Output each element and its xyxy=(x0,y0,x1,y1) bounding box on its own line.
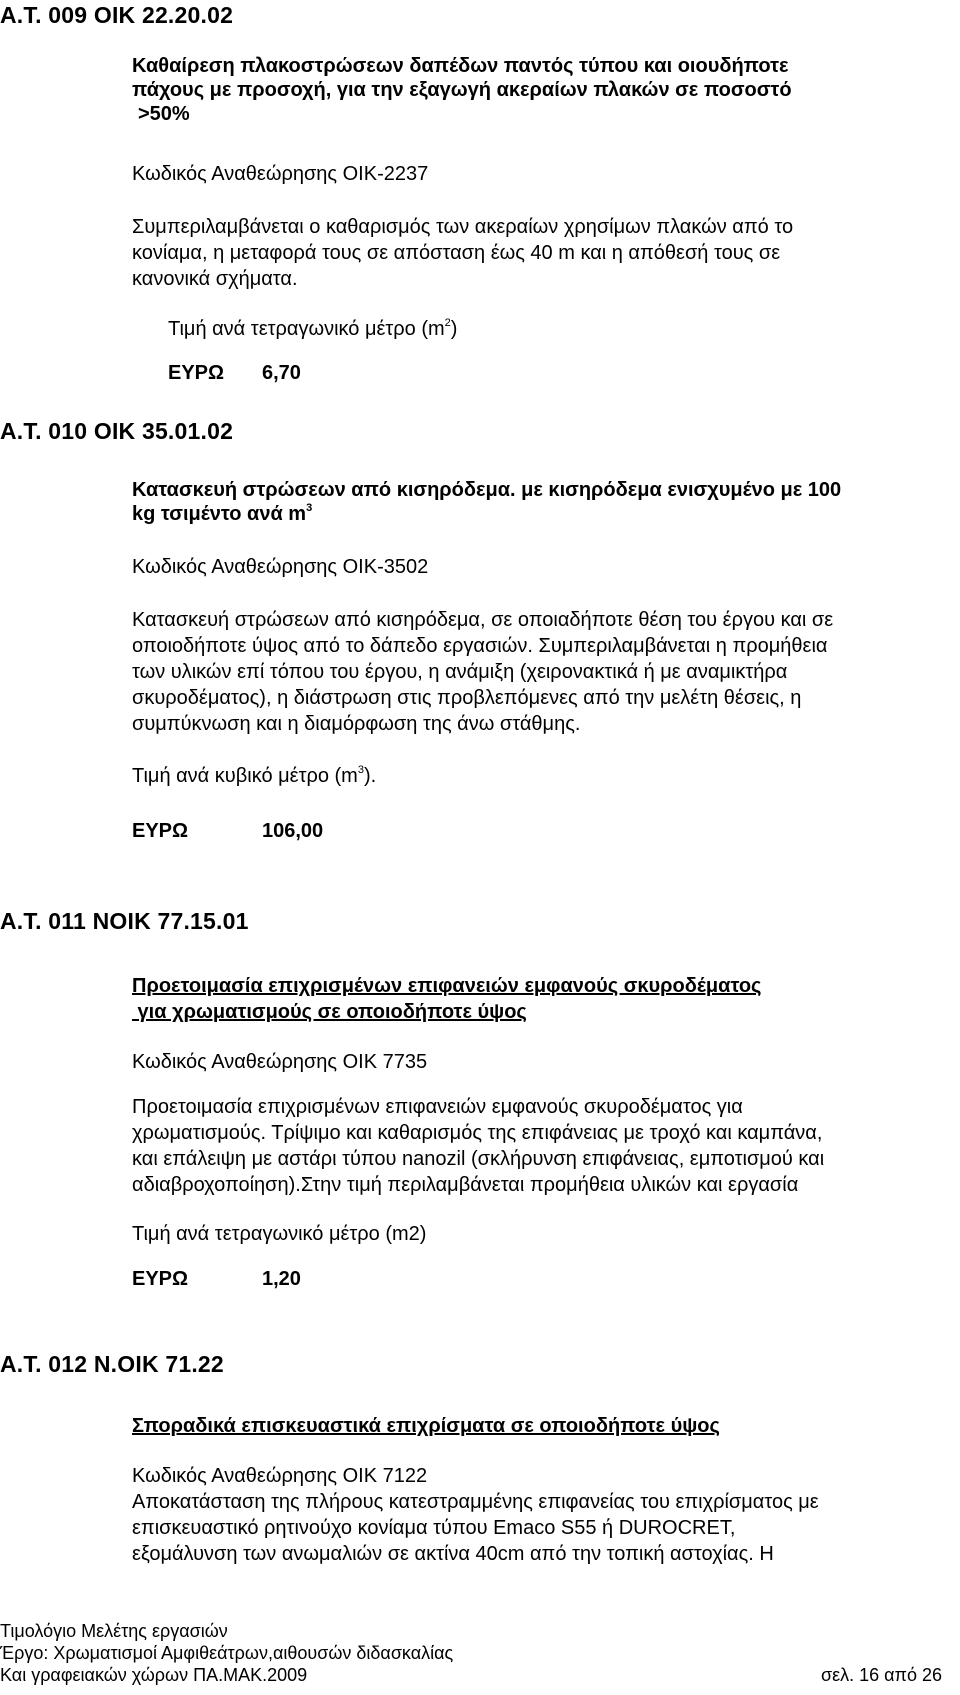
page-number: σελ. 16 από 26 xyxy=(820,1665,942,1685)
item-description xyxy=(132,1489,958,1567)
unit-label: Τιμή ανά τετραγωνικό μέτρο (m2) xyxy=(132,1223,427,1245)
revision-code: Κωδικός Αναθεώρησης ΟΙΚ-2237 xyxy=(132,163,429,185)
price-value: 106,00 xyxy=(262,820,324,842)
revision-code: Κωδικός Αναθεώρησης ΟΙΚ 7122 xyxy=(132,1465,428,1487)
title-line: Προετοιμασία επιχρισμένων επιφανειών εμφανούς σκυροδέματος xyxy=(132,975,762,997)
unit-label: Τιμή ανά τετραγωνικό μέτρο $(m^2)$ xyxy=(168,317,458,340)
title-line: Καθαίρεση πλακοστρώσεων δαπέδων παντός τύπου και οιουδήποτε xyxy=(132,55,789,77)
item-description xyxy=(132,214,958,292)
price-row xyxy=(168,362,301,385)
item-code: Α.Τ. 009 ΟΙΚ 22.20.02 xyxy=(0,2,234,28)
description-line: Αποκατάσταση της πλήρους κατεστραμμένης επιφανείας του επιχρίσματος με xyxy=(132,1491,819,1513)
revision-code: Κωδικός Αναθεώρησης ΟΙΚ 7735 xyxy=(132,1051,428,1073)
item-title xyxy=(132,478,958,526)
price-value: 6,70 xyxy=(262,362,301,384)
description-line: αδιαβροχοποίηση).Στην τιμή περιλαμβάνεται προμήθεια υλικών και εργασία xyxy=(132,1174,799,1196)
item-title xyxy=(132,973,958,1025)
item-description xyxy=(132,1094,958,1198)
item-title xyxy=(132,54,932,126)
unit-label: Τιμή ανά κυβικό μέτρο $(m^3)$. xyxy=(132,764,377,787)
title-line: πάχους με προσοχή, για την εξαγωγή ακεραίων πλακών σε ποσοστό xyxy=(132,79,792,101)
description-line: Συμπεριλαμβάνεται ο καθαρισμός των ακεραίων χρησίμων πλακών από το xyxy=(132,216,794,238)
footer-line: Τιμολόγιο Μελέτης εργασιών xyxy=(0,1621,228,1641)
price-row xyxy=(132,1268,301,1291)
title-line: kg τσιμέντο ανά $m^3$ xyxy=(132,502,313,525)
footer-line: Έργο: Χρωματισμοί Αμφιθεάτρων,αιθουσών διδασκαλίας xyxy=(0,1643,454,1663)
title-line: >50% xyxy=(138,103,190,125)
description-line: συμπύκνωση και η διαμόρφωση της άνω στάθμης. xyxy=(132,713,581,735)
description-line: των υλικών επί τόπου του έργου, η ανάμιξη (χειρονακτικά ή με αναμικτήρα xyxy=(132,661,788,683)
item-code: Α.Τ. 011 ΝΟΙΚ 77.15.01 xyxy=(0,908,249,934)
description-line: χρωματισμούς. Τρίψιμο και καθαρισμός της επιφάνειας με τροχό και καμπάνα, xyxy=(132,1122,823,1144)
description-line: και επάλειψη με αστάρι τύπου nanozil (σκλήρυνση επιφάνειας, εμποτισμού και xyxy=(132,1148,825,1170)
price-row xyxy=(132,820,323,843)
description-line: Προετοιμασία επιχρισμένων επιφανειών εμφανούς σκυροδέματος για xyxy=(132,1096,743,1118)
description-line: σκυροδέματος), η διάστρωση στις προβλεπόμενες από την μελέτη θέσεις, η xyxy=(132,687,802,709)
description-line: κονίαμα, η μεταφορά τους σε απόσταση έως 40 m και η απόθεσή τους σε xyxy=(132,242,781,264)
page-footer xyxy=(0,1620,453,1686)
currency-label: ΕΥΡΩ xyxy=(132,1268,189,1290)
title-line: Κατασκευή στρώσεων από κισηρόδεμα. με κισηρόδεμα ενισχυμένο με 100 xyxy=(132,479,842,501)
description-line: Κατασκευή στρώσεων από κισηρόδεμα, σε οποιαδήποτε θέση του έργου και σε xyxy=(132,609,834,631)
description-line: οποιοδήποτε ύψος από το δάπεδο εργασιών. Συμπεριλαμβάνεται η προμήθεια xyxy=(132,635,828,657)
item-description xyxy=(132,607,958,737)
description-line: κανονικά σχήματα. xyxy=(132,268,298,290)
currency-label: ΕΥΡΩ xyxy=(132,820,189,842)
item-code: Α.Τ. 012 Ν.ΟΙΚ 71.22 xyxy=(0,1351,224,1377)
description-line: επισκευαστικό ρητινούχο κονίαμα τύπου Emaco S55 ή DUROCRET, xyxy=(132,1517,736,1539)
currency-label: ΕΥΡΩ xyxy=(168,362,225,384)
price-value: 1,20 xyxy=(262,1268,301,1290)
item-title: Σποραδικά επισκευαστικά επιχρίσματα σε οποιοδήποτε ύψος xyxy=(132,1415,720,1437)
title-line: για χρωματισμούς σε οποιοδήποτε ύψος xyxy=(132,1001,527,1023)
footer-line: Και γραφειακών χώρων ΠΑ.ΜΑΚ.2009 xyxy=(0,1665,308,1685)
item-code: Α.Τ. 010 ΟΙΚ 35.01.02 xyxy=(0,418,234,444)
revision-code: Κωδικός Αναθεώρησης ΟΙΚ-3502 xyxy=(132,556,429,578)
description-line: εξομάλυνση των ανωμαλιών σε ακτίνα 40cm από την τοπική αστοχίας. Η xyxy=(132,1543,774,1565)
